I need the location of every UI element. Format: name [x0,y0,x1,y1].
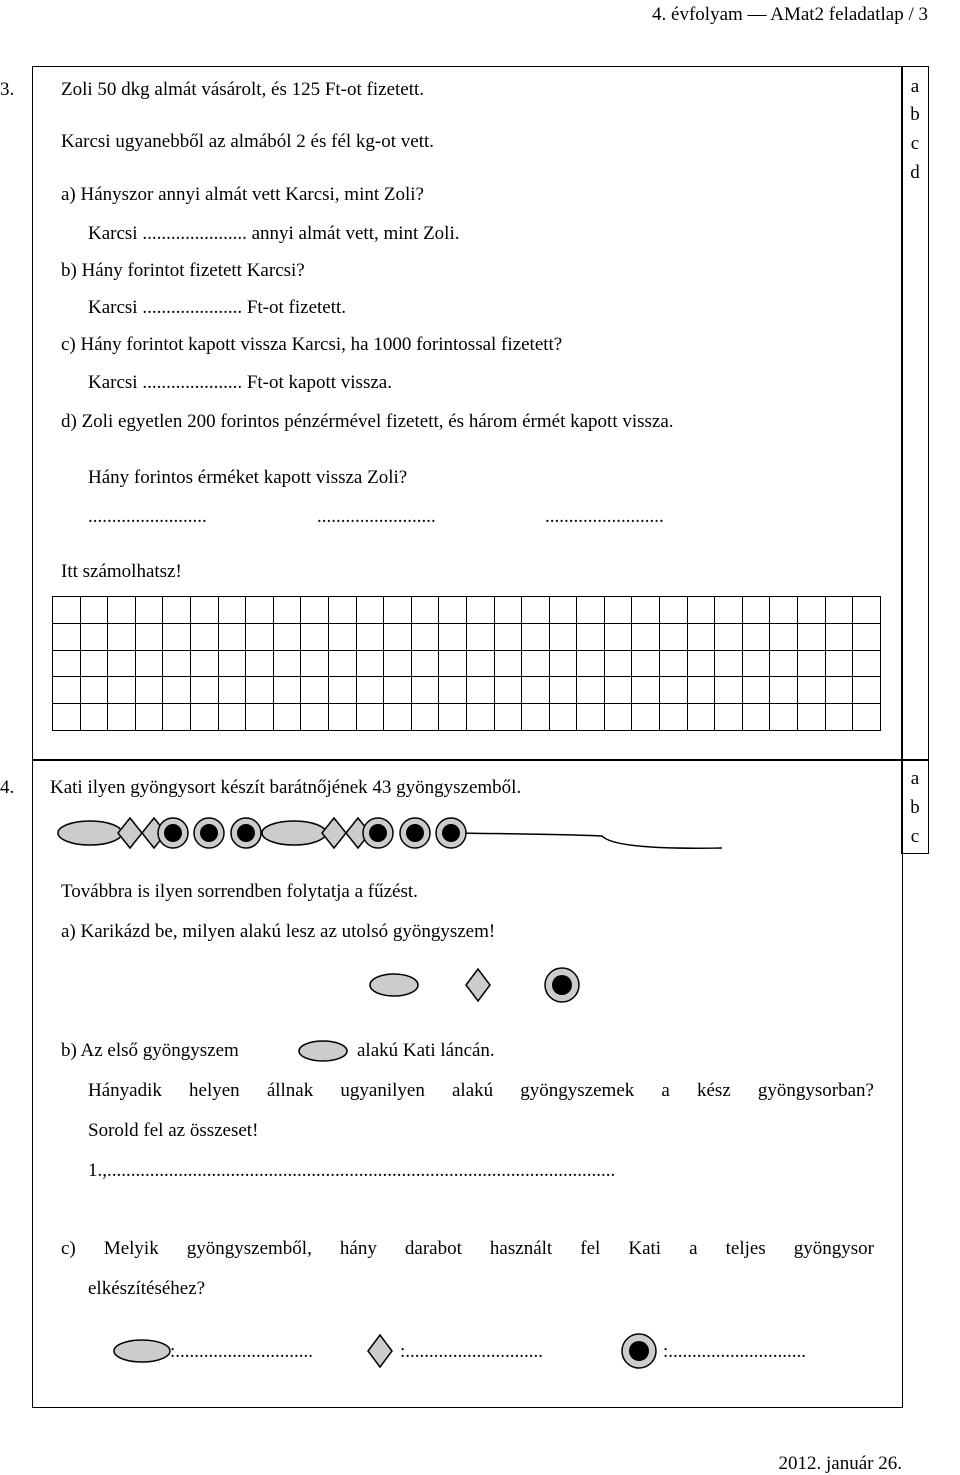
grid-cell[interactable] [328,623,356,650]
grid-cell[interactable] [273,597,301,624]
grid-cell[interactable] [411,650,439,677]
score-letter-d: d [910,162,920,183]
grid-cell[interactable] [301,650,329,677]
grid-cell[interactable] [411,677,439,704]
grid-cell[interactable] [108,597,136,624]
grid-cell[interactable] [853,704,881,731]
task3-answer-c: Karcsi ..................... Ft-ot kapott vissza. [88,372,392,393]
grid-cell[interactable] [494,597,522,624]
grid-cell[interactable] [632,677,660,704]
grid-cell[interactable] [356,677,384,704]
task4-b-first-part2: alakú Kati láncán. [357,1040,495,1061]
task3-blank-2[interactable]: ......................... [317,506,436,527]
grid-cell[interactable] [770,623,798,650]
grid-cell[interactable] [356,704,384,731]
grid-cell[interactable] [273,677,301,704]
grid-cell[interactable] [549,597,577,624]
grid-cell[interactable] [218,597,246,624]
grid-cell[interactable] [549,677,577,704]
count-oval-icon [114,1340,170,1362]
grid-cell[interactable] [80,597,108,624]
bead-diamond-1 [118,818,142,848]
grid-cell[interactable] [577,623,605,650]
grid-cell[interactable] [80,704,108,731]
task3-answer-b: Karcsi ..................... Ft-ot fizetett. [88,297,347,318]
grid-cell[interactable] [384,704,412,731]
grid-cell[interactable] [687,597,715,624]
grid-cell[interactable] [604,650,632,677]
grid-cell[interactable] [853,650,881,677]
grid-cell[interactable] [853,597,881,624]
grid-cell[interactable] [742,623,770,650]
grid-cell[interactable] [135,677,163,704]
task4-list-instruction: Sorold fel az összeset! [88,1120,259,1141]
grid-cell[interactable] [715,597,743,624]
grid-cell[interactable] [466,623,494,650]
grid-cell[interactable] [53,677,81,704]
grid-cell[interactable] [770,650,798,677]
grid-cell[interactable] [356,597,384,624]
grid-cell[interactable] [163,597,191,624]
count-oval-blank[interactable]: :............................. [170,1341,314,1362]
grid-cell[interactable] [549,623,577,650]
grid-cell[interactable] [522,597,550,624]
grid-cell[interactable] [715,623,743,650]
grid-cell[interactable] [660,623,688,650]
bead-string [440,833,722,848]
grid-cell[interactable] [742,704,770,731]
grid-cell[interactable] [135,704,163,731]
grid-cell[interactable] [80,650,108,677]
grid-cell[interactable] [604,597,632,624]
grid-cell[interactable] [246,650,274,677]
grid-cell[interactable] [825,677,853,704]
grid-cell[interactable] [604,677,632,704]
task3-blank-1[interactable]: ......................... [88,506,207,527]
grid-cell[interactable] [494,623,522,650]
grid-cell[interactable] [439,704,467,731]
grid-cell[interactable] [632,597,660,624]
grid-cell[interactable] [301,597,329,624]
choice-oval[interactable] [370,974,418,996]
grid-cell[interactable] [135,623,163,650]
grid-cell[interactable] [384,677,412,704]
grid-cell[interactable] [273,650,301,677]
grid-cell[interactable] [384,623,412,650]
grid-cell[interactable] [742,677,770,704]
grid-cell[interactable] [687,677,715,704]
task3-line-1: Zoli 50 dkg almát vásárolt, és 125 Ft-ot fizetett. [61,79,425,100]
grid-cell[interactable] [439,650,467,677]
grid-cell[interactable] [604,704,632,731]
grid-cell[interactable] [604,623,632,650]
grid-cell[interactable] [632,704,660,731]
page-footer-date: 2012. január 26. [778,1453,902,1474]
grid-cell[interactable] [163,704,191,731]
grid-cell[interactable] [301,677,329,704]
grid-cell[interactable] [411,704,439,731]
grid-cell[interactable] [494,650,522,677]
grid-cell[interactable] [411,597,439,624]
grid-row [53,623,881,650]
task4-question-c: c) Melyik gyöngyszemből, hány darabot használt fel Kati a teljes gyöngysor [61,1238,874,1259]
work-area-label: Itt számolhatsz! [61,561,182,582]
grid-cell[interactable] [825,650,853,677]
grid-row [53,597,881,624]
task4-continue: Továbbra is ilyen sorrendben folytatja a fűzést. [61,881,418,902]
bead-diamond-3 [322,818,346,848]
score-letter-a: a [910,768,920,789]
grid-cell[interactable] [798,677,826,704]
grid-cell[interactable] [632,623,660,650]
score-letter-c: c [910,826,920,847]
grid-cell[interactable] [549,650,577,677]
grid-cell[interactable] [246,677,274,704]
grid-cell[interactable] [466,650,494,677]
grid-cell[interactable] [439,623,467,650]
count-dot-blank[interactable]: :............................. [663,1341,807,1362]
grid-cell[interactable] [328,677,356,704]
grid-cell[interactable] [660,597,688,624]
grid-cell[interactable] [577,704,605,731]
grid-cell[interactable] [53,650,81,677]
grid-cell[interactable] [798,623,826,650]
grid-cell[interactable] [328,597,356,624]
bead-oval-2 [262,821,326,845]
task3-question-d-2: Hány forintos érméket kapott vissza Zoli? [88,467,408,488]
task3-answer-a: Karcsi ...................... annyi almát vett, mint Zoli. [88,223,460,244]
grid-cell[interactable] [218,623,246,650]
grid-cell[interactable] [108,623,136,650]
grid-cell[interactable] [522,650,550,677]
grid-cell[interactable] [660,677,688,704]
grid-cell[interactable] [163,650,191,677]
grid-cell[interactable] [798,597,826,624]
grid-cell[interactable] [770,597,798,624]
task3-question-d: d) Zoli egyetlen 200 forintos pénzérmével fizetett, és három érmét kapott vissza. [61,411,674,432]
grid-cell[interactable] [356,650,384,677]
task3-blank-3[interactable]: ......................... [545,506,664,527]
grid-cell[interactable] [411,623,439,650]
grid-cell[interactable] [301,704,329,731]
grid-cell[interactable] [522,623,550,650]
grid-cell[interactable] [190,623,218,650]
page-header: 4. évfolyam — AMat2 feladatlap / 3 [652,4,928,25]
grid-cell[interactable] [770,677,798,704]
grid-cell[interactable] [715,677,743,704]
work-grid[interactable] [52,596,881,731]
grid-cell[interactable] [853,677,881,704]
grid-cell[interactable] [53,623,81,650]
task3-number: 3. [0,79,15,100]
grid-cell[interactable] [384,650,412,677]
grid-cell[interactable] [163,623,191,650]
task4-answer-b[interactable]: 1.,........................................................................................................... [88,1160,616,1181]
task3-line-2: Karcsi ugyanebből az almából 2 és fél kg-ot vett. [61,131,435,152]
grid-cell[interactable] [742,650,770,677]
task4-intro: Kati ilyen gyöngysort készít barátnőjének 43 gyöngyszemből. [50,777,522,798]
score-letter-c: c [910,133,920,154]
grid-cell[interactable] [660,704,688,731]
grid-cell[interactable] [53,597,81,624]
grid-cell[interactable] [108,704,136,731]
grid-cell[interactable] [135,650,163,677]
bead-string-illustration [0,797,960,870]
grid-cell[interactable] [853,623,881,650]
grid-cell[interactable] [687,650,715,677]
task3-question-a: a) Hányszor annyi almát vett Karcsi, mint Zoli? [61,184,424,205]
task4-question-c-2: elkészítéséhez? [88,1278,206,1299]
grid-row [53,704,881,731]
score-letter-a: a [910,76,920,97]
grid-cell[interactable] [246,704,274,731]
grid-cell[interactable] [218,704,246,731]
grid-row [53,650,881,677]
grid-cell[interactable] [687,704,715,731]
grid-cell[interactable] [715,704,743,731]
grid-cell[interactable] [522,677,550,704]
grid-cell[interactable] [328,704,356,731]
grid-cell[interactable] [466,597,494,624]
grid-cell[interactable] [742,597,770,624]
grid-cell[interactable] [80,677,108,704]
answer-choices-a [0,965,960,1010]
grid-cell[interactable] [494,704,522,731]
grid-cell[interactable] [384,597,412,624]
grid-cell[interactable] [798,650,826,677]
grid-cell[interactable] [135,597,163,624]
task3-question-b: b) Hány forintot fizetett Karcsi? [61,260,305,281]
count-diamond-blank[interactable]: :............................. [400,1341,544,1362]
grid-cell[interactable] [80,623,108,650]
grid-cell[interactable] [632,650,660,677]
grid-cell[interactable] [273,623,301,650]
grid-cell[interactable] [825,623,853,650]
grid-cell[interactable] [108,677,136,704]
grid-cell[interactable] [108,650,136,677]
score-letter-b: b [910,104,920,125]
grid-cell[interactable] [522,704,550,731]
grid-cell[interactable] [466,704,494,731]
task4-question-a: a) Karikázd be, milyen alakú lesz az utolsó gyöngyszem! [61,921,496,942]
grid-cell[interactable] [190,677,218,704]
grid-cell[interactable] [577,650,605,677]
grid-cell[interactable] [190,650,218,677]
grid-cell[interactable] [356,623,384,650]
score-letter-b: b [910,797,920,818]
grid-cell[interactable] [218,677,246,704]
choice-diamond[interactable] [466,969,490,1001]
task3-score-box [901,66,929,760]
grid-cell[interactable] [53,704,81,731]
task4-question-b: Hányadik helyen állnak ugyanilyen alakú gyöngyszemek a kész gyöngysorban? [88,1080,874,1101]
grid-cell[interactable] [798,704,826,731]
grid-cell[interactable] [466,677,494,704]
grid-cell[interactable] [190,704,218,731]
grid-cell[interactable] [687,623,715,650]
grid-cell[interactable] [715,650,743,677]
grid-cell[interactable] [549,704,577,731]
grid-cell[interactable] [825,704,853,731]
grid-cell[interactable] [246,597,274,624]
grid-cell[interactable] [218,650,246,677]
grid-cell[interactable] [190,597,218,624]
bead-oval-1 [58,821,122,845]
grid-row [53,677,881,704]
grid-cell[interactable] [246,623,274,650]
grid-cell[interactable] [163,677,191,704]
grid-cell[interactable] [577,597,605,624]
grid-cell[interactable] [770,704,798,731]
grid-cell[interactable] [577,677,605,704]
task4-number: 4. [0,777,15,798]
grid-cell[interactable] [439,677,467,704]
grid-cell[interactable] [660,650,688,677]
grid-cell[interactable] [301,623,329,650]
grid-cell[interactable] [825,597,853,624]
grid-cell[interactable] [494,677,522,704]
task3-question-c: c) Hány forintot kapott vissza Karcsi, ha 1000 forintossal fizetett? [61,334,563,355]
task4-b-first-part1: b) Az első gyöngyszem [61,1040,239,1061]
count-diamond-icon [368,1335,392,1367]
grid-cell[interactable] [328,650,356,677]
grid-cell[interactable] [439,597,467,624]
grid-cell[interactable] [273,704,301,731]
